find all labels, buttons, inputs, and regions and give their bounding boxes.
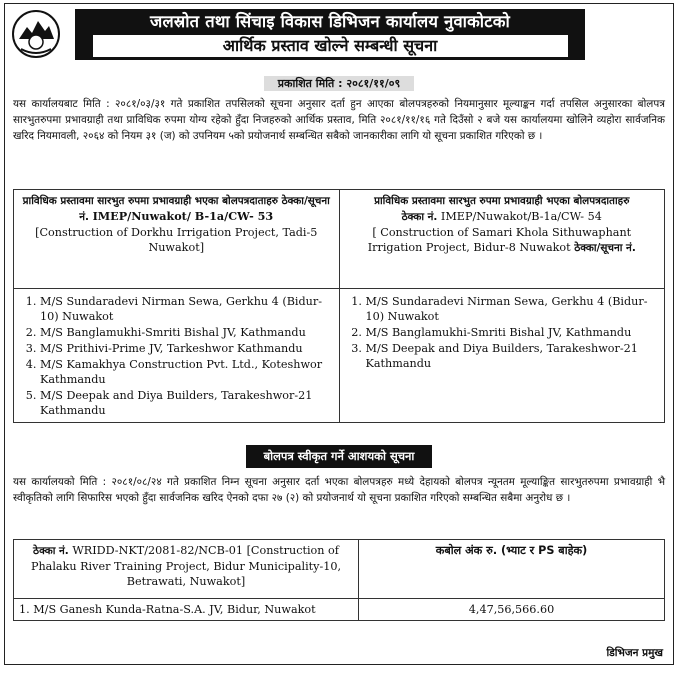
notice-page (4, 3, 674, 665)
signature: डिभिजन प्रमुख (606, 647, 663, 659)
award-bidder: 1. M/S Ganesh Kunda-Ratna-S.A. JV, Bidur, Nuwakot (14, 599, 359, 621)
list-item: 2. M/S Banglamukhi-Smriti Bishal JV, Kathmandu (366, 325, 661, 340)
office-title: जलस्रोत तथा सिंचाइ विकास डिभिजन कार्यालय नुवाकोटको (150, 12, 510, 31)
intro-paragraph: यस कार्यालयबाट मिति : २०८१/०३/३१ गते प्रकाशित तपसिलको सूचना अनुसार दर्ता हुन आएका बोलपत्रहरुको नियमानुसार मूल्याङ्कन गर्दा तपसिल अनुसारका बोलपत्र सारभुतरुपमा प्रभावग्राही तथा प्राविधिक रुपमा योग्य रहेको हुँदा निजहरुको आर्थिक प्रस्ताव, मिति २०८१/११/१६ गते दिउँसो २ बजे यस कार्यालयमा खोलिने व्यहोरा सार्वजनिक खरिद नियमावली, २०६४ को नियम ३१ (ज) को उपनियम ५को प्रयोजनार्थ सम्बन्धित सबैको जानकारीका लागि यो सूचना प्रकाशित गरिएको छ । (13, 98, 665, 142)
published-date: प्रकाशित मिति : २०८१/११/०९ (5, 76, 673, 91)
intent-paragraph: यस कार्यालयको मिति : २०८१/०८/२४ गते प्रकाशित निम्न सूचना अनुसार दर्ता भएका बोलपत्रहरु मध्ये देहायको बोलपत्र न्यूनतम मूल्याङ्कित सारभुतरुपमा प्रभावग्राही भै स्वीकृतिको लागि सिफारिस भएको हुँदा सार्वजनिक खरिद ऐनको दफा २७ (२) को प्रयोजनार्थ यो सूचना प्रकाशित गरिएको सम्बन्धित सबैमा अनुरोध छ । (13, 476, 665, 504)
list-item: 2. M/S Banglamukhi-Smriti Bishal JV, Kathmandu (40, 325, 335, 340)
right-project: [ Construction of Samari Khola Sithuwaphant Irrigation Project, Bidur-8 Nuwakot (367, 226, 632, 254)
list-item: 1. M/S Sundaradevi Nirman Sewa, Gerkhu 4 (Bidur-10) Nuwakot (40, 294, 335, 324)
amount-header: कबोल अंक रु. (भ्याट र PS बाहेक) (359, 540, 665, 599)
right-bidder-list (339, 289, 665, 423)
list-item: 3. M/S Prithivi-Prime JV, Tarkeshwor Kathmandu (40, 341, 335, 356)
right-box-header: प्राविधिक प्रस्तावमा सारभुत रुपमा प्रभावग्राही भएका बोलपत्रदाताहरु ठेक्का नं. IMEP/Nuwakot/B-1a/CW- 54 [ Construction of Samari Khola Sithuwaphant Irrigation Project, Bidur-8 Nuwakot ठेक्का/सूचना नं. (339, 190, 665, 289)
list-item: 3. M/S Deepak and Diya Builders, Tarakeshwor-21 Kathmandu (366, 341, 661, 371)
right-ref-number: IMEP/Nuwakot/B-1a/CW- 54 (440, 210, 602, 223)
left-project: [Construction of Dorkhu Irrigation Project, Tadi-5 Nuwakot] (35, 226, 318, 254)
bidders-table (13, 189, 665, 423)
left-ref-number: IMEP/Nuwakot/ B-1a/CW- 53 (92, 209, 274, 223)
list-item: 5. M/S Deepak and Diya Builders, Tarakeshwor-21 Kathmandu (40, 388, 335, 418)
list-item: 1. M/S Sundaradevi Nirman Sewa, Gerkhu 4 (Bidur-10) Nuwakot (366, 294, 661, 324)
nepal-emblem-icon (11, 9, 61, 59)
intent-subheading: बोलपत्र स्वीकृत गर्ने आशयको सूचना (5, 445, 673, 468)
list-item: 4. M/S Kamakhya Construction Pvt. Ltd., Koteshwor Kathmandu (40, 357, 335, 387)
award-ref: WRIDD-NKT/2081-82/NCB-01 [Construction of Phalaku River Training Project, Bidur Municipality-10, Betrawati, Nuwakot] (30, 544, 342, 588)
left-bidder-list (14, 289, 340, 423)
notice-title: आर्थिक प्रस्ताव खोल्ने सम्बन्धी सूचना (93, 35, 568, 57)
award-contract-header: ठेक्का नं. WRIDD-NKT/2081-82/NCB-01 [Construction of Phalaku River Training Project, Bidur Municipality-10, Betrawati, Nuwakot] (14, 540, 359, 599)
office-header (75, 9, 585, 60)
award-amount: 4,47,56,566.60 (359, 599, 665, 621)
left-box-header: प्राविधिक प्रस्तावमा सारभुत रुपमा प्रभावग्राही भएका बोलपत्रदाताहरु ठेक्का/सूचना नं. IMEP/Nuwakot/ B-1a/CW- 53 [Construction of Dorkhu Irrigation Project, Tadi-5 Nuwakot] (14, 190, 340, 289)
award-table (13, 539, 665, 621)
